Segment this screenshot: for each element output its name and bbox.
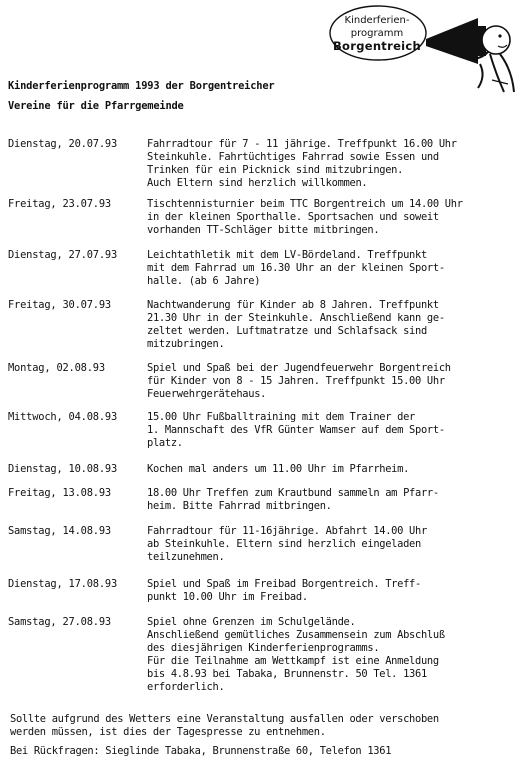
- entry-description: Spiel und Spaß im Freibad Borgentreich. Treff- punkt 10.00 Uhr im Freibad.: [147, 578, 421, 603]
- entry-description: Tischtennisturnier beim TTC Borgentreich um 14.00 Uhr in der kleinen Sporthalle. Sportsachen und soweit vorhanden TT-Schläger bitte mitbringen.: [147, 198, 463, 236]
- entry-date: Freitag, 13.08.93: [8, 487, 111, 499]
- entry-description: Nachtwanderung für Kinder ab 8 Jahren. Treffpunkt 21.30 Uhr in der Steinkuhle. Anschließend kann ge- zeltet werden. Luftmatratze und Schlafsack sind mitzubringen.: [147, 299, 445, 350]
- entry-date: Dienstag, 17.08.93: [8, 578, 118, 590]
- entry-date: Samstag, 27.08.93: [8, 616, 111, 628]
- entry-description: 18.00 Uhr Treffen zum Krautbund sammeln am Pfarr- heim. Bitte Fahrrad mitbringen.: [147, 487, 439, 512]
- entry-description: Leichtathletik mit dem LV-Bördeland. Treffpunkt mit dem Fahrrad um 16.30 Uhr an der kleinen Sport- halle. (ab 6 Jahre): [147, 249, 445, 287]
- entry-date: Dienstag, 27.07.93: [8, 249, 118, 261]
- contact-line: Bei Rückfragen: Sieglinde Tabaka, Brunnenstraße 60, Telefon 1361: [10, 745, 392, 757]
- weather-note: Sollte aufgrund des Wetters eine Veranstaltung ausfallen oder verschoben werden müssen, ist dies der Tagespresse zu entnehmen.: [10, 713, 439, 738]
- program-logo: [328, 4, 516, 96]
- document-subtitle: Vereine für die Pfarrgemeinde: [8, 100, 184, 112]
- entry-description: Fahrradtour für 7 - 11 jährige. Treffpunkt 16.00 Uhr Steinkuhle. Fahrtüchtiges Fahrrad sowie Essen und Trinken für ein Picknick sind mitzubringen. Auch Eltern sind herzlich willkommen.: [147, 138, 457, 189]
- entry-date: Freitag, 23.07.93: [8, 198, 111, 210]
- entry-date: Samstag, 14.08.93: [8, 525, 111, 537]
- entry-date: Dienstag, 20.07.93: [8, 138, 118, 150]
- entry-description: Fahrradtour für 11-16jährige. Abfahrt 14.00 Uhr ab Steinkuhle. Eltern sind herzlich eingeladen teilzunehmen.: [147, 525, 427, 563]
- entry-date: Dienstag, 10.08.93: [8, 463, 118, 475]
- logo-line-2: programm: [350, 28, 404, 39]
- entry-description: Spiel und Spaß bei der Jugendfeuerwehr Borgentreich für Kinder von 8 - 15 Jahren. Treffpunkt 15.00 Uhr Feuerwehrgerätehaus.: [147, 362, 451, 400]
- entry-description: Spiel ohne Grenzen im Schulgelände. Anschließend gemütliches Zusammensein zum Abschluß des diesjährigen Kinderferienprogramms. Für die Teilnahme am Wettkampf ist eine Anmeldung bis 4.8.93 bei Tabaka, Brunnenstr. 50 Tel. 1361 erforderlich.: [147, 616, 445, 693]
- entry-date: Mittwoch, 04.08.93: [8, 411, 118, 423]
- logo-text: [330, 14, 424, 53]
- entry-description: Kochen mal anders um 11.00 Uhr im Pfarrheim.: [147, 463, 410, 475]
- logo-line-3: Borgentreich: [332, 39, 422, 53]
- logo-line-1: Kinderferien-: [344, 15, 410, 26]
- document-title: Kinderferienprogramm 1993 der Borgentreicher: [8, 80, 275, 92]
- entry-description: 15.00 Uhr Fußballtraining mit dem Trainer der 1. Mannschaft des VfR Günter Wamser auf dem Sport- platz.: [147, 411, 445, 449]
- entry-date: Montag, 02.08.93: [8, 362, 105, 374]
- entry-date: Freitag, 30.07.93: [8, 299, 111, 311]
